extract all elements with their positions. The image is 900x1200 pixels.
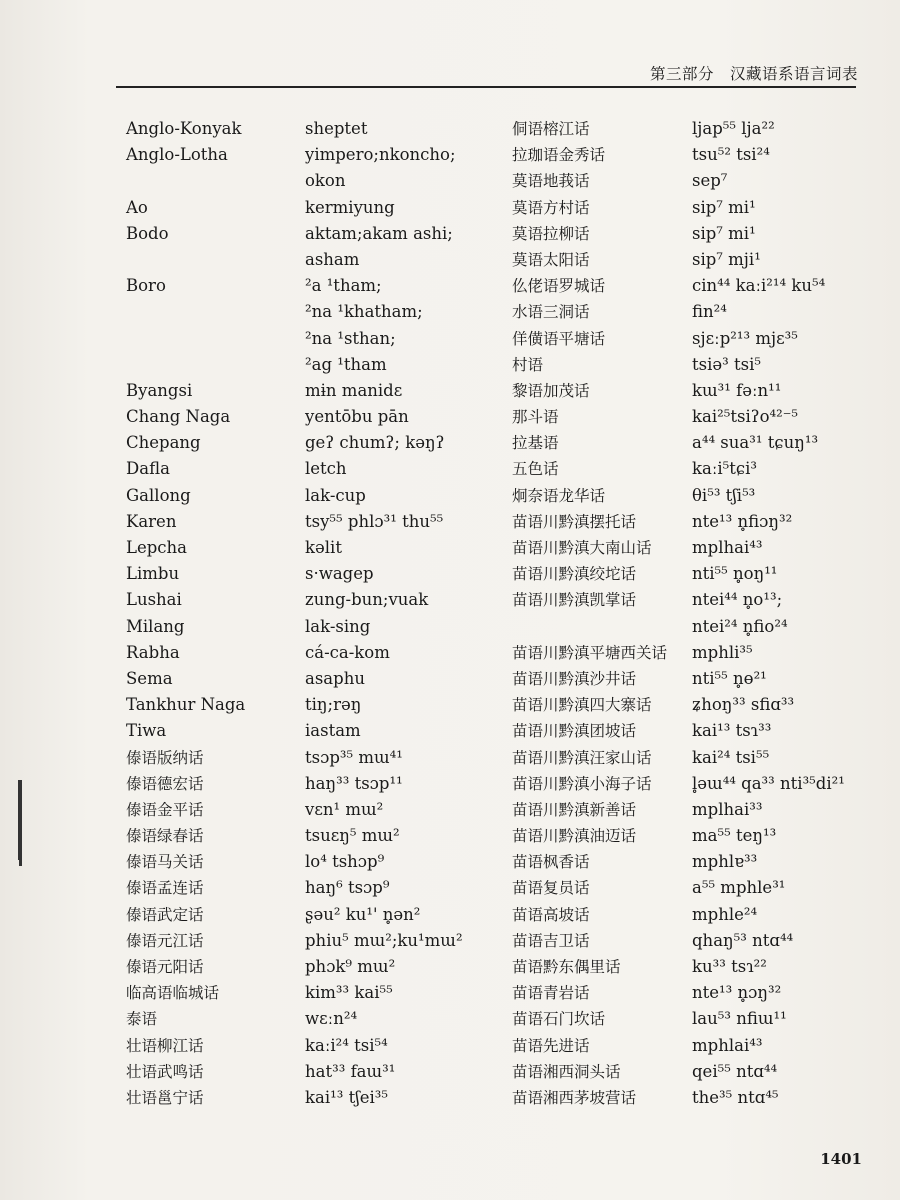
binding-mark bbox=[18, 780, 22, 860]
language-name: Bodo bbox=[126, 223, 169, 243]
language-name: Anglo-Lotha bbox=[126, 145, 228, 165]
word-form: ʂəu² ku¹' n̥ən² bbox=[305, 904, 421, 924]
language-name: Karen bbox=[126, 511, 177, 531]
language-name: Lepcha bbox=[126, 538, 187, 557]
word-form: haŋ⁶ tsɔp⁹ bbox=[305, 878, 390, 898]
language-name bbox=[126, 352, 301, 378]
word-form: ma⁵⁵ teŋ¹³ bbox=[692, 826, 777, 846]
word-form: ²na ¹sthan; bbox=[305, 328, 396, 348]
word-form: a⁴⁴ sua³¹ tɕuŋ¹³ bbox=[692, 433, 819, 453]
word-form: zung-bun;vuak bbox=[305, 590, 429, 610]
language-name: 莫语方村话 bbox=[512, 198, 590, 217]
language-name: Tiwa bbox=[126, 721, 167, 741]
word-form: iastam bbox=[305, 721, 361, 741]
word-form: l̥əɯ⁴⁴ qa³³ nti³⁵di²¹ bbox=[692, 773, 845, 793]
language-name: 拉珈语金秀话 bbox=[512, 146, 606, 165]
word-form: letch bbox=[305, 459, 347, 479]
language-name: 苗语湘西洞头话 bbox=[512, 1062, 621, 1081]
language-name: 苗语川黔滇团坡话 bbox=[512, 722, 637, 741]
word-form: mphlai⁴³ bbox=[692, 1035, 763, 1055]
word-form: cá-ca-kom bbox=[305, 642, 390, 662]
language-name: 傣语版纳话 bbox=[126, 748, 204, 767]
language-name bbox=[512, 614, 692, 640]
language-name: 苗语吉卫话 bbox=[512, 931, 590, 950]
word-form: nte¹³ n̥fiɔŋ³² bbox=[692, 511, 793, 531]
word-form: tiŋ;rəŋ bbox=[305, 695, 362, 715]
language-name: 村语 bbox=[512, 355, 544, 374]
word-form: ²na ¹khatham; bbox=[305, 302, 423, 322]
language-name: 苗语川黔滇新善话 bbox=[512, 800, 637, 819]
word-form: a⁵⁵ mphle³¹ bbox=[692, 878, 786, 898]
language-name: Byangsi bbox=[126, 380, 193, 400]
language-name: 苗语石门坎话 bbox=[512, 1010, 606, 1029]
word-form: nti⁵⁵ n̥oŋ¹¹ bbox=[692, 564, 778, 584]
word-form: kaːi²⁴ tsi⁵⁴ bbox=[305, 1035, 388, 1055]
language-name bbox=[126, 168, 301, 194]
language-name: 傣语马关话 bbox=[126, 853, 204, 872]
language-name: 苗语湘西茅坡营话 bbox=[512, 1088, 637, 1107]
language-name: 苗语川黔滇沙井话 bbox=[512, 669, 637, 688]
language-name: Sema bbox=[126, 668, 173, 688]
word-form: lau⁵³ nfiɯ¹¹ bbox=[692, 1009, 787, 1029]
word-form: tsy⁵⁵ phlɔ³¹ thu⁵⁵ bbox=[305, 511, 444, 531]
language-name: 五色话 bbox=[512, 460, 559, 479]
word-form: ʑhoŋ³³ sfiɑ³³ bbox=[692, 695, 795, 715]
word-form: cin⁴⁴ kaːi²¹⁴ ku⁵⁴ bbox=[692, 276, 826, 296]
language-name: 苗语川黔滇汪家山话 bbox=[512, 748, 652, 767]
word-form: mɨn manidɛ bbox=[305, 380, 403, 400]
language-name: 佯僙语平塘话 bbox=[512, 329, 606, 348]
word-form: phɔk⁹ mɯ² bbox=[305, 957, 396, 976]
word-form: sep⁷ bbox=[692, 171, 728, 191]
word-form: ljap⁵⁵ lja²² bbox=[692, 119, 775, 138]
word-form: vɛn¹ mɯ² bbox=[305, 799, 384, 819]
word-form: wɛːn²⁴ bbox=[305, 1009, 358, 1029]
word-form: asham bbox=[305, 249, 360, 269]
word-form: kermiyung bbox=[305, 197, 395, 217]
word-form: tsɔp³⁵ mɯ⁴¹ bbox=[305, 747, 403, 767]
language-name: 莫语太阳话 bbox=[512, 250, 590, 269]
word-form: asaphu bbox=[305, 668, 365, 688]
word-form: kim³³ kai⁵⁵ bbox=[305, 983, 393, 1003]
language-name: 苗语川黔滇油迈话 bbox=[512, 827, 637, 846]
word-form: θi⁵³ tʃi⁵³ bbox=[692, 485, 756, 505]
word-form: kəlit bbox=[305, 538, 342, 557]
language-name: 苗语黔东偶里话 bbox=[512, 958, 621, 976]
language-name: Lushai bbox=[126, 590, 182, 610]
word-form: haŋ³³ tsɔp¹¹ bbox=[305, 773, 403, 793]
word-form: lo⁴ tshɔp⁹ bbox=[305, 852, 385, 872]
language-name: 侗语榕江话 bbox=[512, 120, 590, 138]
language-name: 苗语复员话 bbox=[512, 879, 590, 898]
word-form: yimpero;nkoncho; bbox=[305, 145, 456, 165]
language-name: 傣语元阳话 bbox=[126, 958, 204, 976]
word-form: geʔ chumʔ; kəŋʔ bbox=[305, 433, 445, 453]
word-form: hat³³ faɯ³¹ bbox=[305, 1061, 396, 1081]
language-name: 傣语金平话 bbox=[126, 800, 204, 819]
word-form: mphle²⁴ bbox=[692, 904, 758, 924]
word-form: mphlɐ³³ bbox=[692, 852, 758, 872]
word-form: s·wagep bbox=[305, 564, 374, 584]
language-name: 莫语地莪话 bbox=[512, 172, 590, 191]
word-form: sjɛːp²¹³ mjɛ³⁵ bbox=[692, 328, 798, 348]
language-name: 傣语武定话 bbox=[126, 905, 204, 924]
word-form: mphli³⁵ bbox=[692, 642, 753, 662]
language-name: Chang Naga bbox=[126, 407, 231, 427]
right-language-column bbox=[512, 116, 692, 1111]
language-name: Gallong bbox=[126, 485, 191, 505]
language-name: 苗语高坡话 bbox=[512, 905, 590, 924]
language-name: 仫佬语罗城话 bbox=[512, 277, 606, 296]
word-form: sheptet bbox=[305, 119, 368, 138]
language-name: 苗语川黔滇凯掌话 bbox=[512, 591, 637, 610]
language-name: 苗语川黔滇平塘西关话 bbox=[512, 643, 668, 662]
word-form: qei⁵⁵ ntɑ⁴⁴ bbox=[692, 1061, 778, 1081]
language-name: 苗语枫香话 bbox=[512, 853, 590, 872]
language-name: 苗语川黔滇摆托话 bbox=[512, 512, 637, 531]
header-rule bbox=[116, 86, 856, 88]
word-form: sip⁷ mi¹ bbox=[692, 197, 756, 217]
language-name: 临高语临城话 bbox=[126, 984, 220, 1003]
word-form: ²a ¹tham; bbox=[305, 276, 382, 296]
word-form: sip⁷ mji¹ bbox=[692, 249, 761, 269]
word-form: nti⁵⁵ n̥ɵ²¹ bbox=[692, 668, 767, 688]
language-name: 傣语孟连话 bbox=[126, 879, 204, 898]
word-form: ntei²⁴ n̥fio²⁴ bbox=[692, 616, 788, 636]
language-name: 苗语先进话 bbox=[512, 1036, 590, 1055]
word-form: fin²⁴ bbox=[692, 302, 727, 322]
language-name: 黎语加茂话 bbox=[512, 381, 590, 400]
word-form: yentōbu pān bbox=[305, 407, 409, 427]
word-form: kai²⁴ tsi⁵⁵ bbox=[692, 747, 770, 767]
language-name: 壮语邕宁话 bbox=[126, 1088, 204, 1107]
word-form: tsiə³ tsi⁵ bbox=[692, 354, 761, 374]
word-form: kai¹³ tsɿ³³ bbox=[692, 721, 772, 741]
language-name: 莫语拉柳话 bbox=[512, 224, 590, 243]
language-name bbox=[126, 326, 301, 352]
language-name bbox=[126, 299, 301, 325]
word-form: qhaŋ⁵³ ntɑ⁴⁴ bbox=[692, 930, 794, 950]
word-form: ²ag ¹tham bbox=[305, 354, 387, 374]
word-form: kaːi⁵tɕi³ bbox=[692, 459, 758, 479]
language-name: 壮语武鸣话 bbox=[126, 1062, 204, 1081]
language-name: 苗语川黔滇绞坨话 bbox=[512, 565, 637, 584]
language-name: Chepang bbox=[126, 433, 201, 453]
word-form: ku³³ tsɿ²² bbox=[692, 957, 767, 976]
language-name: Tankhur Naga bbox=[126, 695, 246, 715]
language-name bbox=[126, 247, 301, 273]
right-form-column bbox=[692, 116, 882, 1111]
word-form: phiu⁵ mɯ²;ku¹mɯ² bbox=[305, 930, 463, 950]
left-form-column bbox=[305, 116, 505, 1111]
running-header-title: 第三部分 汉藏语系语言词表 bbox=[649, 65, 858, 83]
language-name: 傣语德宏话 bbox=[126, 774, 204, 793]
word-form: lak-sing bbox=[305, 616, 371, 636]
binding-mark-dot bbox=[19, 860, 22, 866]
language-name: 苗语青岩话 bbox=[512, 984, 590, 1003]
word-form: the³⁵ ntɑ⁴⁵ bbox=[692, 1087, 779, 1107]
word-form: ntei⁴⁴ n̥o¹³; bbox=[692, 590, 783, 610]
word-form: okon bbox=[305, 171, 346, 191]
language-name: 苗语川黔滇小海子话 bbox=[512, 774, 652, 793]
word-form: mplhai³³ bbox=[692, 799, 763, 819]
language-name: Rabha bbox=[126, 642, 180, 662]
language-name: 那斗语 bbox=[512, 408, 559, 427]
word-form: kai¹³ tʃei³⁵ bbox=[305, 1087, 388, 1107]
language-name: 苗语川黔滇四大寨话 bbox=[512, 696, 652, 715]
word-form: tsuɛŋ⁵ mɯ² bbox=[305, 826, 400, 846]
language-name: 壮语柳江话 bbox=[126, 1036, 204, 1055]
language-name: 泰语 bbox=[126, 1010, 158, 1029]
language-name: 炯奈语龙华话 bbox=[512, 486, 606, 505]
word-form: nte¹³ n̥ɔŋ³² bbox=[692, 983, 782, 1003]
word-form: lak-cup bbox=[305, 485, 366, 505]
left-language-column bbox=[126, 116, 301, 1111]
language-name: 苗语川黔滇大南山话 bbox=[512, 539, 652, 557]
language-name: 傣语绿春话 bbox=[126, 827, 204, 846]
language-name: Milang bbox=[126, 616, 185, 636]
word-form: kai²⁵tsiʔo⁴²⁻⁵ bbox=[692, 407, 799, 427]
language-name: Dafla bbox=[126, 459, 170, 479]
language-name: 傣语元江话 bbox=[126, 931, 204, 950]
word-form: tsu⁵² tsi²⁴ bbox=[692, 145, 770, 165]
word-form: sip⁷ mi¹ bbox=[692, 223, 756, 243]
language-name: 水语三洞话 bbox=[512, 303, 590, 322]
word-form: kɯ³¹ fəːn¹¹ bbox=[692, 380, 782, 400]
language-name: 拉基语 bbox=[512, 434, 559, 453]
word-form: mplhai⁴³ bbox=[692, 538, 763, 557]
language-name: Boro bbox=[126, 276, 166, 296]
page-number: 1401 bbox=[820, 1150, 862, 1168]
language-name: Anglo-Konyak bbox=[126, 119, 242, 138]
language-name: Limbu bbox=[126, 564, 180, 584]
language-name: Ao bbox=[126, 197, 148, 217]
word-form: aktam;akam ashi; bbox=[305, 223, 453, 243]
